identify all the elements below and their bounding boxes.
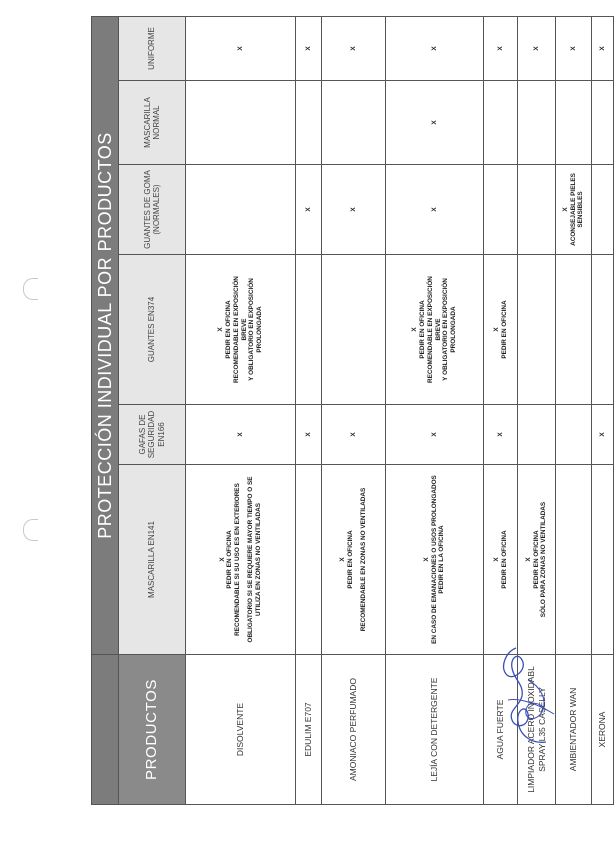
guantes-goma-cell [484,165,518,255]
cell-line: RECOMENDABLE SI SU USO ES EN EXTERIORES [234,483,242,636]
cell-line: BREVE [434,318,442,341]
guantes-en374-cell [386,255,484,405]
cell-line: PEDIR EN OFICINA [500,300,508,359]
cell-line: X [339,557,347,562]
table-title: PROTECCIÓN INDIVIDUAL POR PRODUCTOS [92,16,119,654]
table-row [386,16,484,804]
gafas-cell [518,405,556,465]
guantes-goma-cell [592,165,614,255]
cell-line: OBLIGATORIO SI SE REQUIERE MAYOR TIEMPO O SE [246,476,254,643]
guantes-goma-cell [296,165,322,255]
mascarilla-normal-cell [186,81,296,165]
mascarilla-en141-cell [592,465,614,655]
uniforme-cell [556,16,592,80]
products-column-header: PRODUCTOS [119,655,186,805]
cell-line: X [349,207,357,212]
mascarilla-en141-column-header: MASCARILLA EN141 [119,465,186,655]
mascarilla-normal-cell [322,81,386,165]
gafas-cell [296,405,322,465]
product-name: XERONA [592,655,614,805]
mascarilla-en141-cell [186,465,296,655]
cell-line: RECOMENDABLE EN ZONAS NO VENTILADAS [359,487,367,632]
table-row [296,16,322,804]
mascarilla-normal-cell [518,81,556,165]
cell-line: X [430,207,438,212]
cell-line: X [598,432,606,437]
guantes-goma-cell [386,165,484,255]
cell-line: PEDIR EN OFICINA [347,530,355,589]
cell-line: ACONSEJABLE PIELES [569,173,577,246]
cell-line: X [236,432,244,437]
product-name: LIMPIADOR ACERO INOXIDABL SPRAY L35 CASELLY [518,655,556,805]
guantes-en374-cell [296,255,322,405]
cell-line: PROLONGADA [449,306,457,353]
uniforme-cell [484,16,518,80]
cell-line: X [492,557,500,562]
cell-line: PEDIR EN OFICINA [500,530,508,589]
mascarilla-normal-cell [386,81,484,165]
guantes-en374-cell [518,255,556,405]
cell-line: PEDIR EN OFICINA [225,300,233,359]
ppe-table-sheet [91,17,608,805]
guantes-goma-cell [518,165,556,255]
handwritten-signature [488,640,563,750]
cell-line: RECOMENDABLE EN EXPOSICIÓN [232,276,240,383]
uniforme-cell [186,16,296,80]
gafas-cell [556,405,592,465]
guantes-goma-cell [556,165,592,255]
mascarilla-en141-cell [386,465,484,655]
gafas-cell [592,405,614,465]
mascarilla-en141-cell [484,465,518,655]
guantes-goma-cell [186,165,296,255]
cell-line: Y OBLIGATORIO EN EXPOSICIÓN [442,278,450,381]
guantes-goma-cell [322,165,386,255]
mascarilla-normal-cell [592,81,614,165]
product-name: EDULIM E707 [296,655,322,805]
mascarilla-normal-cell [296,81,322,165]
mascarilla-normal-column-header: MASCARILLA NORMAL [119,81,186,165]
cell-line: X [496,46,504,51]
mascarilla-en141-cell [296,465,322,655]
cell-line: X [349,46,357,51]
cell-line: X [532,46,540,51]
punch-hole [23,519,38,541]
cell-line: X [236,46,244,51]
mascarilla-en141-cell [518,465,556,655]
mascarilla-en141-cell [322,465,386,655]
guantes-goma-column-header: GUANTES DE GOMA (NORMALES) [119,165,186,255]
cell-line: PEDIR EN OFICINA [532,530,540,589]
cell-line: X [492,327,500,332]
mascarilla-normal-cell [484,81,518,165]
uniforme-column-header: UNIFORME [119,16,186,80]
punch-hole [23,278,38,300]
cell-line: X [569,46,577,51]
products-header-cell [92,655,119,805]
cell-line: X [304,432,312,437]
uniforme-cell [518,16,556,80]
table-row [322,16,386,804]
guantes-en374-column-header: GUANTES EN374 [119,255,186,405]
gafas-column-header: GAFAS DE SEGURIDAD EN166 [119,405,186,465]
guantes-en374-cell [322,255,386,405]
uniforme-cell [592,16,614,80]
mascarilla-normal-cell [556,81,592,165]
product-name: LEJÍA CON DETERGENTE [386,655,484,805]
cell-line: X [218,557,226,562]
cell-line: X [496,432,504,437]
cell-line: X [430,120,438,125]
cell-line: X [217,327,225,332]
table-row [186,16,296,804]
cell-line: PEDIR EN OFICINA [419,300,427,359]
cell-line: SENSIBLES [577,191,585,228]
cell-line: X [430,46,438,51]
cell-line: X [598,46,606,51]
cell-line: RECOMENDABLE EN EXPOSICIÓN [426,276,434,383]
cell-line: X [304,207,312,212]
guantes-en374-cell [186,255,296,405]
cell-line: X [561,207,569,212]
cell-line: BREVE [240,318,248,341]
cell-line: PEDIR EN OFICINA [226,530,234,589]
product-name: AGUA FUERTE [484,655,518,805]
uniforme-cell [296,16,322,80]
cell-line: X [430,432,438,437]
gafas-cell [186,405,296,465]
cell-line: X [411,327,419,332]
cell-line: X [349,432,357,437]
guantes-en374-cell [556,255,592,405]
guantes-en374-cell [592,255,614,405]
product-name: AMONIACO PERFUMADO [322,655,386,805]
uniforme-cell [322,16,386,80]
cell-line: PEDIR EN LA OFICINA [438,525,446,594]
product-name: DISOLVENTE [186,655,296,805]
product-name: AMBIENTADOR WAN [556,655,592,805]
cell-line: X [304,46,312,51]
cell-line: Y OBLIGATORIO EN EXPOSICIÓN [248,278,256,381]
guantes-en374-cell [484,255,518,405]
table-row [592,16,614,804]
cell-line: PROLONGADA [255,306,263,353]
gafas-cell [322,405,386,465]
uniforme-cell [386,16,484,80]
cell-line: UTILIZA EN ZONAS NO VENTILADAS [254,502,262,617]
cell-line: EN CASO DE EMANACIONES O USOS PROLONGADOS [430,475,438,644]
cell-line: X [422,557,430,562]
cell-line: SÓLO PARA ZONAS NO VENTILADAS [540,501,548,618]
gafas-cell [386,405,484,465]
cell-line: X [524,557,532,562]
mascarilla-en141-cell [556,465,592,655]
gafas-cell [484,405,518,465]
